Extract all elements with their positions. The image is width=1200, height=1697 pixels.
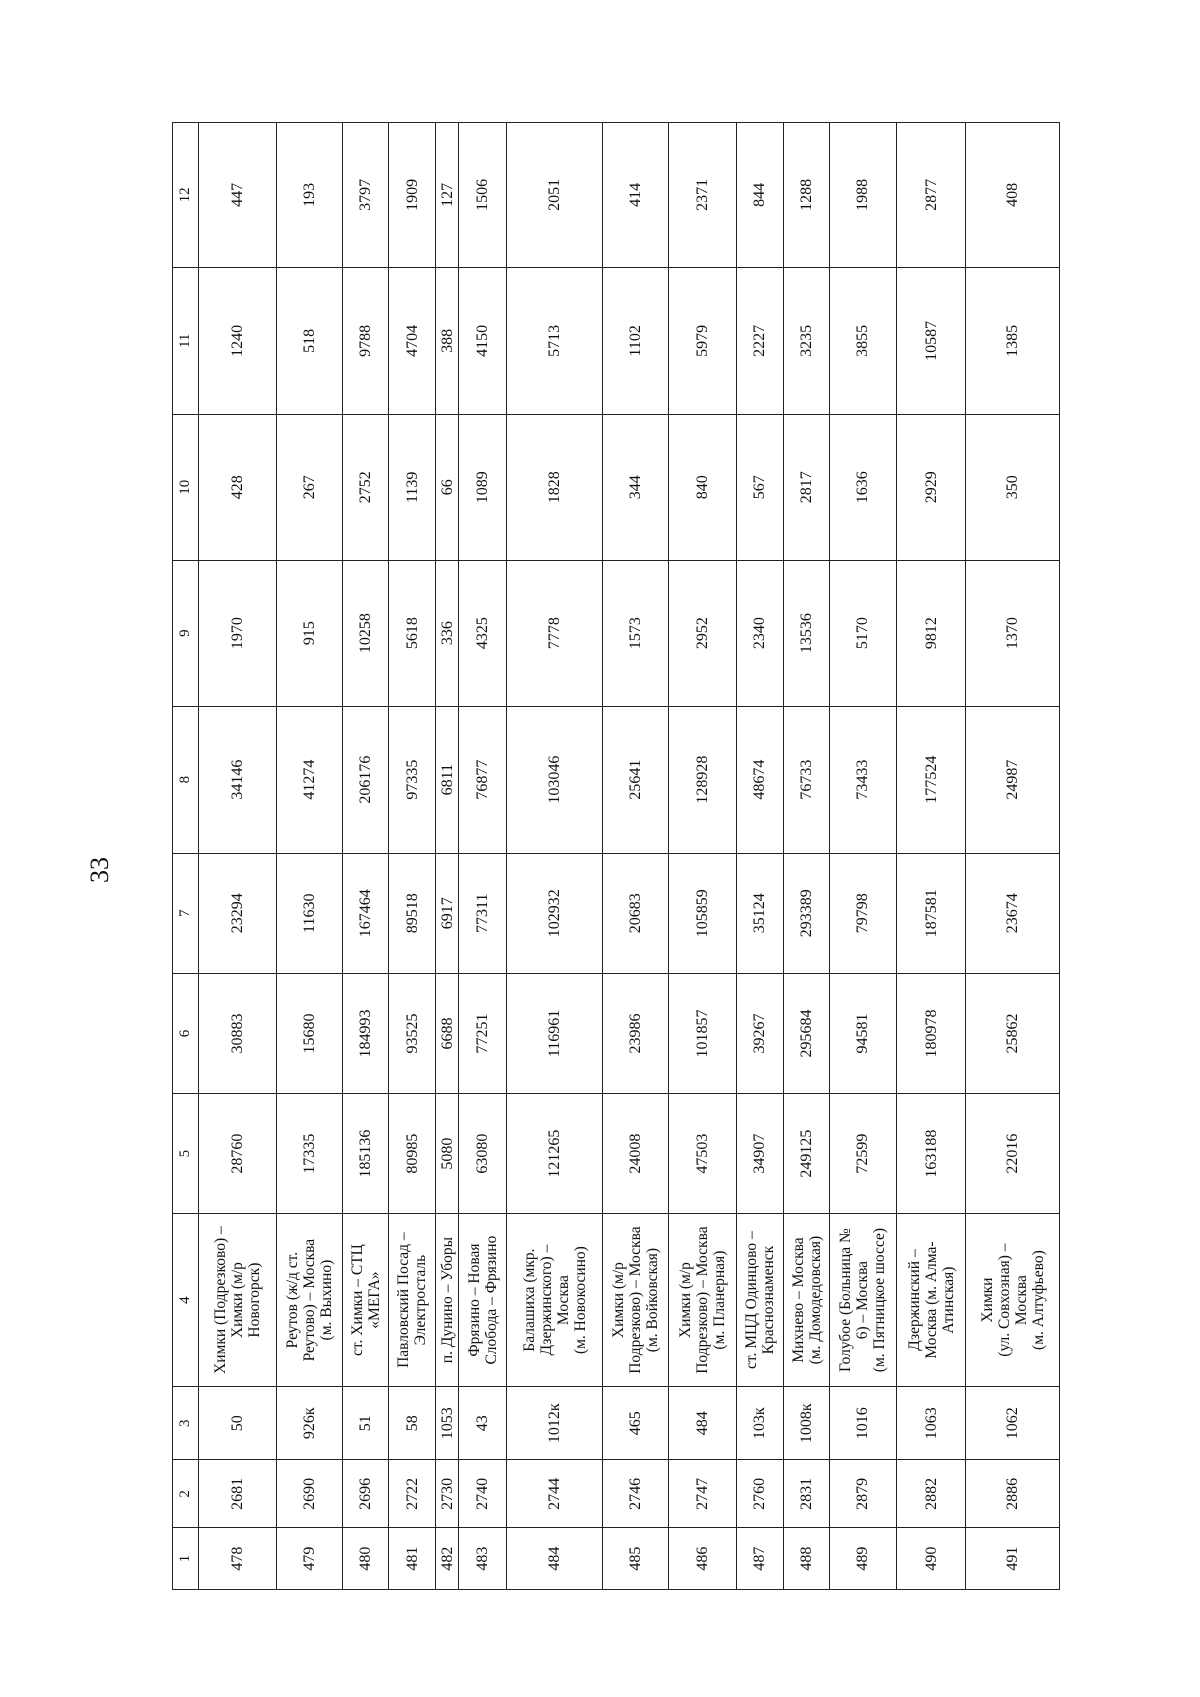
route-number: 465 xyxy=(602,1386,668,1460)
value-col-5: 47503 xyxy=(669,1094,737,1214)
value-col-7: 102932 xyxy=(507,853,603,973)
value-col-10: 1828 xyxy=(507,414,603,560)
value-col-9: 915 xyxy=(276,560,342,706)
value-col-12: 2877 xyxy=(896,123,966,268)
value-col-9: 5618 xyxy=(389,560,436,706)
value-col-9: 2340 xyxy=(736,560,783,706)
table-row xyxy=(436,123,459,1590)
route-name: Фрязино – Новая Слобода – Фрязино xyxy=(458,1214,506,1387)
value-col-10: 2817 xyxy=(784,414,830,560)
value-col-7: 20683 xyxy=(602,853,668,973)
value-col-11: 1102 xyxy=(602,267,668,414)
row-number: 484 xyxy=(507,1528,603,1590)
value-col-6: 15680 xyxy=(276,973,342,1093)
value-col-9: 4325 xyxy=(458,560,506,706)
value-col-6: 184993 xyxy=(342,973,388,1093)
value-col-8: 97335 xyxy=(389,706,436,853)
table-row xyxy=(669,123,737,1590)
value-col-5: 163188 xyxy=(896,1094,966,1214)
value-col-7: 23294 xyxy=(198,853,276,973)
value-col-6: 101857 xyxy=(669,973,737,1093)
value-col-7: 6917 xyxy=(436,853,459,973)
value-col-11: 3855 xyxy=(830,267,896,414)
value-col-7: 187581 xyxy=(896,853,966,973)
row-number: 482 xyxy=(436,1528,459,1590)
value-col-6: 6688 xyxy=(436,973,459,1093)
table-row xyxy=(198,123,276,1590)
column-header-9: 9 xyxy=(173,560,199,706)
route-name: Михнево – Москва (м. Домодедовская) xyxy=(784,1214,830,1387)
value-col-7: 35124 xyxy=(736,853,783,973)
column-header-7: 7 xyxy=(173,853,199,973)
value-col-8: 41274 xyxy=(276,706,342,853)
value-col-11: 388 xyxy=(436,267,459,414)
route-number: 43 xyxy=(458,1386,506,1460)
value-col-6: 23986 xyxy=(602,973,668,1093)
route-registry-number: 2740 xyxy=(458,1460,506,1528)
row-number: 489 xyxy=(830,1528,896,1590)
table-row xyxy=(896,123,966,1590)
value-col-6: 77251 xyxy=(458,973,506,1093)
value-col-8: 76877 xyxy=(458,706,506,853)
table-row xyxy=(276,123,342,1590)
column-header-1: 1 xyxy=(173,1528,199,1590)
value-col-6: 116961 xyxy=(507,973,603,1093)
value-col-10: 567 xyxy=(736,414,783,560)
row-number: 490 xyxy=(896,1528,966,1590)
column-header-8: 8 xyxy=(173,706,199,853)
route-name: Химки (ул. Совхозная) – Москва (м. Алтуфьево) xyxy=(966,1214,1060,1387)
value-col-10: 350 xyxy=(966,414,1060,560)
row-number: 481 xyxy=(389,1528,436,1590)
value-col-12: 1288 xyxy=(784,123,830,268)
row-number: 486 xyxy=(669,1528,737,1590)
value-col-9: 9812 xyxy=(896,560,966,706)
value-col-8: 34146 xyxy=(198,706,276,853)
table-row xyxy=(736,123,783,1590)
row-number: 485 xyxy=(602,1528,668,1590)
value-col-9: 1970 xyxy=(198,560,276,706)
route-number: 103к xyxy=(736,1386,783,1460)
value-col-12: 2051 xyxy=(507,123,603,268)
route-name: Реутов (ж/д ст. Реутово) – Москва (м. Выхино) xyxy=(276,1214,342,1387)
value-col-8: 24987 xyxy=(966,706,1060,853)
value-col-5: 17335 xyxy=(276,1094,342,1214)
value-col-5: 34907 xyxy=(736,1094,783,1214)
value-col-7: 23674 xyxy=(966,853,1060,973)
value-col-5: 80985 xyxy=(389,1094,436,1214)
page-number: 33 xyxy=(85,857,114,883)
value-col-10: 840 xyxy=(669,414,737,560)
value-col-8: 177524 xyxy=(896,706,966,853)
route-number: 1016 xyxy=(830,1386,896,1460)
route-name: Химки (м/р Подрезково) – Москва (м. Планерная) xyxy=(669,1214,737,1387)
value-col-6: 39267 xyxy=(736,973,783,1093)
row-number: 488 xyxy=(784,1528,830,1590)
route-number: 58 xyxy=(389,1386,436,1460)
route-number: 1008к xyxy=(784,1386,830,1460)
route-registry-number: 2831 xyxy=(784,1460,830,1528)
value-col-5: 24008 xyxy=(602,1094,668,1214)
value-col-12: 127 xyxy=(436,123,459,268)
value-col-10: 428 xyxy=(198,414,276,560)
column-header-5: 5 xyxy=(173,1094,199,1214)
row-number: 478 xyxy=(198,1528,276,1590)
value-col-7: 293389 xyxy=(784,853,830,973)
route-table-container xyxy=(172,122,1060,1590)
route-registry-number: 2879 xyxy=(830,1460,896,1528)
value-col-8: 48674 xyxy=(736,706,783,853)
value-col-10: 2752 xyxy=(342,414,388,560)
column-header-12: 12 xyxy=(173,123,199,268)
route-table xyxy=(172,122,1060,1590)
value-col-7: 79798 xyxy=(830,853,896,973)
route-registry-number: 2746 xyxy=(602,1460,668,1528)
value-col-11: 1385 xyxy=(966,267,1060,414)
value-col-10: 1089 xyxy=(458,414,506,560)
route-registry-number: 2747 xyxy=(669,1460,737,1528)
value-col-7: 89518 xyxy=(389,853,436,973)
value-col-12: 408 xyxy=(966,123,1060,268)
value-col-12: 1988 xyxy=(830,123,896,268)
value-col-5: 5080 xyxy=(436,1094,459,1214)
value-col-9: 1573 xyxy=(602,560,668,706)
value-col-11: 2227 xyxy=(736,267,783,414)
header-row xyxy=(173,123,199,1590)
column-header-3: 3 xyxy=(173,1386,199,1460)
route-registry-number: 2681 xyxy=(198,1460,276,1528)
route-number: 50 xyxy=(198,1386,276,1460)
route-name: Голубое (Больница № 6) – Москва (м. Пятницкое шоссе) xyxy=(830,1214,896,1387)
column-header-11: 11 xyxy=(173,267,199,414)
value-col-5: 28760 xyxy=(198,1094,276,1214)
value-col-5: 249125 xyxy=(784,1094,830,1214)
value-col-7: 105859 xyxy=(669,853,737,973)
value-col-11: 4704 xyxy=(389,267,436,414)
value-col-6: 180978 xyxy=(896,973,966,1093)
table-row xyxy=(784,123,830,1590)
route-number: 1012к xyxy=(507,1386,603,1460)
value-col-9: 10258 xyxy=(342,560,388,706)
route-name: Павловский Посад – Электросталь xyxy=(389,1214,436,1387)
value-col-8: 6811 xyxy=(436,706,459,853)
value-col-5: 121265 xyxy=(507,1094,603,1214)
route-number: 484 xyxy=(669,1386,737,1460)
table-row xyxy=(830,123,896,1590)
route-registry-number: 2882 xyxy=(896,1460,966,1528)
value-col-8: 128928 xyxy=(669,706,737,853)
route-number: 51 xyxy=(342,1386,388,1460)
route-registry-number: 2730 xyxy=(436,1460,459,1528)
column-header-6: 6 xyxy=(173,973,199,1093)
route-registry-number: 2886 xyxy=(966,1460,1060,1528)
table-body xyxy=(173,123,1060,1590)
route-name: ст. МЦД Одинцово – Краснознаменск xyxy=(736,1214,783,1387)
value-col-8: 103046 xyxy=(507,706,603,853)
route-name: п. Дунино – Уборы xyxy=(436,1214,459,1387)
value-col-8: 73433 xyxy=(830,706,896,853)
route-registry-number: 2760 xyxy=(736,1460,783,1528)
value-col-11: 10587 xyxy=(896,267,966,414)
value-col-12: 3797 xyxy=(342,123,388,268)
route-registry-number: 2690 xyxy=(276,1460,342,1528)
value-col-6: 93525 xyxy=(389,973,436,1093)
table-row xyxy=(389,123,436,1590)
route-name: Дзержинский – Москва (м. Алма- Атинская) xyxy=(896,1214,966,1387)
value-col-11: 5979 xyxy=(669,267,737,414)
value-col-7: 11630 xyxy=(276,853,342,973)
route-number: 1062 xyxy=(966,1386,1060,1460)
table-row xyxy=(458,123,506,1590)
value-col-6: 25862 xyxy=(966,973,1060,1093)
value-col-7: 167464 xyxy=(342,853,388,973)
value-col-12: 844 xyxy=(736,123,783,268)
value-col-10: 344 xyxy=(602,414,668,560)
value-col-12: 414 xyxy=(602,123,668,268)
value-col-6: 94581 xyxy=(830,973,896,1093)
route-number: 1053 xyxy=(436,1386,459,1460)
value-col-5: 22016 xyxy=(966,1094,1060,1214)
value-col-6: 30883 xyxy=(198,973,276,1093)
value-col-12: 1909 xyxy=(389,123,436,268)
value-col-11: 518 xyxy=(276,267,342,414)
route-name: ст. Химки – СТЦ «МЕГА» xyxy=(342,1214,388,1387)
route-number: 1063 xyxy=(896,1386,966,1460)
value-col-8: 206176 xyxy=(342,706,388,853)
route-registry-number: 2744 xyxy=(507,1460,603,1528)
value-col-12: 193 xyxy=(276,123,342,268)
table-row xyxy=(966,123,1060,1590)
value-col-10: 2929 xyxy=(896,414,966,560)
value-col-9: 13536 xyxy=(784,560,830,706)
value-col-11: 5713 xyxy=(507,267,603,414)
column-header-4: 4 xyxy=(173,1214,199,1387)
row-number: 480 xyxy=(342,1528,388,1590)
value-col-9: 336 xyxy=(436,560,459,706)
route-name: Балашиха (мкр. Дзержинского) – Москва (м. Новокосино) xyxy=(507,1214,603,1387)
value-col-12: 1506 xyxy=(458,123,506,268)
value-col-5: 72599 xyxy=(830,1094,896,1214)
value-col-11: 9788 xyxy=(342,267,388,414)
value-col-10: 1636 xyxy=(830,414,896,560)
value-col-5: 63080 xyxy=(458,1094,506,1214)
value-col-5: 185136 xyxy=(342,1094,388,1214)
route-registry-number: 2696 xyxy=(342,1460,388,1528)
value-col-11: 1240 xyxy=(198,267,276,414)
route-registry-number: 2722 xyxy=(389,1460,436,1528)
route-name: Химки (Подрезково) – Химки (м/р Новогорск) xyxy=(198,1214,276,1387)
value-col-9: 2952 xyxy=(669,560,737,706)
row-number: 479 xyxy=(276,1528,342,1590)
value-col-10: 66 xyxy=(436,414,459,560)
value-col-9: 1370 xyxy=(966,560,1060,706)
value-col-10: 1139 xyxy=(389,414,436,560)
value-col-12: 2371 xyxy=(669,123,737,268)
value-col-8: 25641 xyxy=(602,706,668,853)
table-row xyxy=(602,123,668,1590)
route-name: Химки (м/р Подрезково) – Москва (м. Войковская) xyxy=(602,1214,668,1387)
row-number: 483 xyxy=(458,1528,506,1590)
route-number: 926к xyxy=(276,1386,342,1460)
column-header-2: 2 xyxy=(173,1460,199,1528)
value-col-12: 447 xyxy=(198,123,276,268)
row-number: 487 xyxy=(736,1528,783,1590)
column-header-10: 10 xyxy=(173,414,199,560)
value-col-6: 295684 xyxy=(784,973,830,1093)
table-row xyxy=(507,123,603,1590)
row-number: 491 xyxy=(966,1528,1060,1590)
value-col-11: 3235 xyxy=(784,267,830,414)
table-row xyxy=(342,123,388,1590)
value-col-9: 5170 xyxy=(830,560,896,706)
value-col-9: 7778 xyxy=(507,560,603,706)
value-col-11: 4150 xyxy=(458,267,506,414)
value-col-10: 267 xyxy=(276,414,342,560)
value-col-8: 76733 xyxy=(784,706,830,853)
value-col-7: 77311 xyxy=(458,853,506,973)
